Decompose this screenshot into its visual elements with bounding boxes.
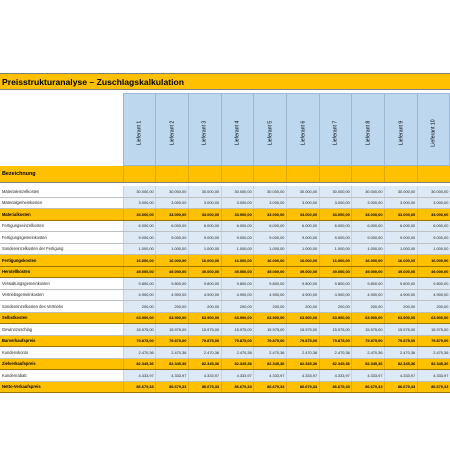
value-cell[interactable]: 6.000,00 bbox=[254, 220, 287, 232]
value-cell[interactable]: 9.000,00 bbox=[286, 232, 319, 244]
supplier-header-row bbox=[0, 94, 450, 166]
value-cell[interactable]: 30.000,00 bbox=[156, 186, 189, 198]
supplier-name: Lieferant 10 bbox=[430, 118, 437, 147]
value-cell[interactable]: 6.000,00 bbox=[319, 220, 352, 232]
table-row-total bbox=[0, 335, 450, 347]
spreadsheet bbox=[0, 73, 450, 393]
header-filler-cell bbox=[156, 166, 189, 183]
value-cell[interactable]: 200,00 bbox=[417, 301, 450, 313]
value-cell[interactable]: 79.875,00 bbox=[123, 335, 156, 347]
value-cell[interactable]: 200,00 bbox=[286, 301, 319, 313]
value-cell[interactable]: 4.333,97 bbox=[188, 370, 221, 382]
value-cell[interactable]: 4.900,00 bbox=[123, 289, 156, 301]
value-cell[interactable]: 200,00 bbox=[319, 301, 352, 313]
value-cell[interactable]: 6.000,00 bbox=[123, 220, 156, 232]
value-cell[interactable]: 15.975,00 bbox=[319, 324, 352, 336]
value-cell[interactable]: 82.345,36 bbox=[319, 358, 352, 370]
value-cell[interactable]: 3.000,00 bbox=[188, 197, 221, 209]
supplier-header[interactable] bbox=[352, 94, 385, 166]
value-cell[interactable]: 33.000,00 bbox=[319, 209, 352, 221]
value-cell[interactable]: 63.900,00 bbox=[221, 312, 254, 324]
value-cell[interactable]: 9.000,00 bbox=[319, 232, 352, 244]
row-label[interactable]: Netto-Verkaufspreis bbox=[0, 381, 123, 393]
row-label[interactable]: Materialeinzelkosten bbox=[0, 186, 123, 198]
value-cell[interactable]: 49.000,00 bbox=[352, 266, 385, 278]
header-filler-cell bbox=[286, 166, 319, 183]
value-cell[interactable]: 15.975,00 bbox=[156, 324, 189, 336]
table-row bbox=[0, 347, 450, 359]
header-filler-cell bbox=[417, 166, 450, 183]
value-cell[interactable]: 200,00 bbox=[352, 301, 385, 313]
table-row-total bbox=[0, 381, 450, 393]
value-cell[interactable]: 1.000,00 bbox=[286, 243, 319, 255]
value-cell[interactable]: 3.000,00 bbox=[417, 197, 450, 209]
supplier-name: Lieferant 7 bbox=[332, 120, 339, 145]
row-label[interactable]: Verwaltungsgemeinkosten bbox=[0, 278, 123, 290]
value-cell[interactable]: 9.800,00 bbox=[352, 278, 385, 290]
header-filler-cell bbox=[385, 166, 418, 183]
value-cell[interactable]: 9.800,00 bbox=[123, 278, 156, 290]
value-cell[interactable]: 49.000,00 bbox=[188, 266, 221, 278]
table-row-total bbox=[0, 255, 450, 267]
value-cell[interactable]: 9.000,00 bbox=[417, 232, 450, 244]
supplier-name: Lieferant 3 bbox=[201, 120, 208, 145]
value-cell[interactable]: 3.000,00 bbox=[123, 197, 156, 209]
row-label[interactable]: Herstellkosten bbox=[0, 266, 123, 278]
label-header-row bbox=[0, 166, 450, 183]
value-cell[interactable]: 63.900,00 bbox=[156, 312, 189, 324]
value-cell[interactable]: 15.975,00 bbox=[123, 324, 156, 336]
table-row bbox=[0, 232, 450, 244]
value-cell[interactable]: 49.000,00 bbox=[417, 266, 450, 278]
row-label[interactable]: Gewinnzuschlag bbox=[0, 324, 123, 336]
value-cell[interactable]: 4.900,00 bbox=[254, 289, 287, 301]
value-cell[interactable]: 2.470,36 bbox=[385, 347, 418, 359]
value-cell[interactable]: 49.000,00 bbox=[286, 266, 319, 278]
table-row bbox=[0, 324, 450, 336]
value-cell[interactable]: 4.333,97 bbox=[286, 370, 319, 382]
value-cell[interactable]: 16.000,00 bbox=[319, 255, 352, 267]
table-row bbox=[0, 370, 450, 382]
value-cell[interactable]: 3.000,00 bbox=[352, 197, 385, 209]
value-cell[interactable]: 33.000,00 bbox=[417, 209, 450, 221]
value-cell[interactable]: 86.679,33 bbox=[188, 381, 221, 393]
value-cell[interactable]: 1.000,00 bbox=[254, 243, 287, 255]
value-cell[interactable]: 6.000,00 bbox=[352, 220, 385, 232]
table-row-total bbox=[0, 209, 450, 221]
value-cell[interactable]: 2.470,36 bbox=[352, 347, 385, 359]
value-cell[interactable]: 9.800,00 bbox=[417, 278, 450, 290]
value-cell[interactable]: 3.000,00 bbox=[319, 197, 352, 209]
row-label[interactable]: Sondereinzelkosten der Fertigung bbox=[0, 243, 123, 255]
value-cell[interactable]: 2.470,36 bbox=[221, 347, 254, 359]
value-cell[interactable]: 63.900,00 bbox=[417, 312, 450, 324]
value-cell[interactable]: 16.000,00 bbox=[286, 255, 319, 267]
row-label[interactable]: Selbstkosten bbox=[0, 312, 123, 324]
value-cell[interactable]: 6.000,00 bbox=[417, 220, 450, 232]
value-cell[interactable]: 86.679,33 bbox=[123, 381, 156, 393]
value-cell[interactable]: 86.679,33 bbox=[319, 381, 352, 393]
value-cell[interactable]: 15.975,00 bbox=[385, 324, 418, 336]
value-cell[interactable]: 79.875,00 bbox=[188, 335, 221, 347]
supplier-header[interactable] bbox=[221, 94, 254, 166]
value-cell[interactable]: 82.345,36 bbox=[221, 358, 254, 370]
value-cell[interactable]: 33.000,00 bbox=[188, 209, 221, 221]
value-cell[interactable]: 2.470,36 bbox=[286, 347, 319, 359]
value-cell[interactable]: 30.000,00 bbox=[417, 186, 450, 198]
header-filler-cell bbox=[254, 166, 287, 183]
sheet-title: Preisstrukturanalyse – Zuschlagskalkulation bbox=[0, 73, 450, 90]
value-cell[interactable]: 15.975,00 bbox=[188, 324, 221, 336]
row-label[interactable]: Materialgemeinkosten bbox=[0, 197, 123, 209]
table-row-total bbox=[0, 266, 450, 278]
value-cell[interactable]: 86.679,33 bbox=[417, 381, 450, 393]
value-cell[interactable]: 9.800,00 bbox=[254, 278, 287, 290]
value-cell[interactable]: 16.000,00 bbox=[385, 255, 418, 267]
value-cell[interactable]: 33.000,00 bbox=[286, 209, 319, 221]
value-cell[interactable]: 86.679,33 bbox=[385, 381, 418, 393]
value-cell[interactable]: 6.000,00 bbox=[385, 220, 418, 232]
value-cell[interactable]: 6.000,00 bbox=[156, 220, 189, 232]
value-cell[interactable]: 16.000,00 bbox=[254, 255, 287, 267]
supplier-header[interactable] bbox=[417, 94, 450, 166]
value-cell[interactable]: 79.875,00 bbox=[319, 335, 352, 347]
value-cell[interactable]: 49.000,00 bbox=[123, 266, 156, 278]
value-cell[interactable]: 6.000,00 bbox=[188, 220, 221, 232]
row-label[interactable]: Fertigungseinzelkosten bbox=[0, 220, 123, 232]
value-cell[interactable]: 30.000,00 bbox=[123, 186, 156, 198]
value-cell[interactable]: 9.000,00 bbox=[352, 232, 385, 244]
value-cell[interactable]: 49.000,00 bbox=[254, 266, 287, 278]
row-label[interactable]: Fertigungsgemeinkosten bbox=[0, 232, 123, 244]
value-cell[interactable]: 15.975,00 bbox=[286, 324, 319, 336]
value-cell[interactable]: 63.900,00 bbox=[286, 312, 319, 324]
value-cell[interactable]: 9.800,00 bbox=[156, 278, 189, 290]
table-row bbox=[0, 301, 450, 313]
value-cell[interactable]: 49.000,00 bbox=[221, 266, 254, 278]
value-cell[interactable]: 4.900,00 bbox=[156, 289, 189, 301]
header-filler-cell bbox=[352, 166, 385, 183]
header-corner bbox=[0, 94, 123, 166]
value-cell[interactable]: 33.000,00 bbox=[156, 209, 189, 221]
value-cell[interactable]: 82.345,36 bbox=[417, 358, 450, 370]
value-cell[interactable]: 79.875,00 bbox=[352, 335, 385, 347]
supplier-name: Lieferant 1 bbox=[136, 120, 143, 145]
value-cell[interactable]: 1.000,00 bbox=[319, 243, 352, 255]
value-cell[interactable]: 86.679,33 bbox=[156, 381, 189, 393]
value-cell[interactable]: 6.000,00 bbox=[286, 220, 319, 232]
value-cell[interactable]: 86.679,33 bbox=[286, 381, 319, 393]
value-cell[interactable]: 3.000,00 bbox=[221, 197, 254, 209]
supplier-header[interactable] bbox=[385, 94, 418, 166]
value-cell[interactable]: 4.900,00 bbox=[188, 289, 221, 301]
value-cell[interactable]: 16.000,00 bbox=[156, 255, 189, 267]
value-cell[interactable]: 9.000,00 bbox=[188, 232, 221, 244]
row-label[interactable]: Vertriebsgemeinkosten bbox=[0, 289, 123, 301]
value-cell[interactable]: 30.000,00 bbox=[188, 186, 221, 198]
value-cell[interactable]: 4.900,00 bbox=[352, 289, 385, 301]
table-body bbox=[0, 166, 450, 393]
value-cell[interactable]: 15.975,00 bbox=[417, 324, 450, 336]
value-cell[interactable]: 79.875,00 bbox=[254, 335, 287, 347]
value-cell[interactable]: 82.345,36 bbox=[188, 358, 221, 370]
value-cell[interactable]: 82.345,36 bbox=[156, 358, 189, 370]
supplier-name: Lieferant 9 bbox=[397, 120, 404, 145]
row-label[interactable]: Sondereinzelkosten des Vertriebs bbox=[0, 301, 123, 313]
value-cell[interactable]: 79.875,00 bbox=[156, 335, 189, 347]
value-cell[interactable]: 4.333,97 bbox=[123, 370, 156, 382]
value-cell[interactable]: 30.000,00 bbox=[221, 186, 254, 198]
value-cell[interactable]: 4.333,97 bbox=[156, 370, 189, 382]
value-cell[interactable]: 2.470,36 bbox=[123, 347, 156, 359]
value-cell[interactable]: 30.000,00 bbox=[385, 186, 418, 198]
supplier-header[interactable] bbox=[286, 94, 319, 166]
value-cell[interactable]: 79.875,00 bbox=[221, 335, 254, 347]
value-cell[interactable]: 15.975,00 bbox=[221, 324, 254, 336]
row-label[interactable]: Kundenskonto bbox=[0, 347, 123, 359]
value-cell[interactable]: 9.800,00 bbox=[188, 278, 221, 290]
value-cell[interactable]: 9.000,00 bbox=[123, 232, 156, 244]
value-cell[interactable]: 82.345,36 bbox=[123, 358, 156, 370]
header-filler-cell bbox=[188, 166, 221, 183]
row-label[interactable]: Materialkosten bbox=[0, 209, 123, 221]
value-cell[interactable]: 2.470,36 bbox=[319, 347, 352, 359]
supplier-header[interactable] bbox=[188, 94, 221, 166]
value-cell[interactable]: 1.000,00 bbox=[417, 243, 450, 255]
value-cell[interactable]: 16.000,00 bbox=[123, 255, 156, 267]
supplier-name: Lieferant 6 bbox=[299, 120, 306, 145]
value-cell[interactable]: 9.000,00 bbox=[254, 232, 287, 244]
value-cell[interactable]: 2.470,36 bbox=[156, 347, 189, 359]
value-cell[interactable]: 33.000,00 bbox=[352, 209, 385, 221]
value-cell[interactable]: 63.900,00 bbox=[352, 312, 385, 324]
value-cell[interactable]: 30.000,00 bbox=[254, 186, 287, 198]
value-cell[interactable]: 63.900,00 bbox=[123, 312, 156, 324]
value-cell[interactable]: 16.000,00 bbox=[221, 255, 254, 267]
value-cell[interactable]: 9.800,00 bbox=[385, 278, 418, 290]
value-cell[interactable]: 200,00 bbox=[188, 301, 221, 313]
value-cell[interactable]: 33.000,00 bbox=[123, 209, 156, 221]
header-filler-cell bbox=[221, 166, 254, 183]
value-cell[interactable]: 49.000,00 bbox=[156, 266, 189, 278]
table-row bbox=[0, 289, 450, 301]
value-cell[interactable]: 9.000,00 bbox=[156, 232, 189, 244]
value-cell[interactable]: 16.000,00 bbox=[417, 255, 450, 267]
value-cell[interactable]: 1.000,00 bbox=[123, 243, 156, 255]
value-cell[interactable]: 30.000,00 bbox=[286, 186, 319, 198]
value-cell[interactable]: 4.900,00 bbox=[385, 289, 418, 301]
value-cell[interactable]: 86.679,33 bbox=[221, 381, 254, 393]
value-cell[interactable]: 86.679,33 bbox=[254, 381, 287, 393]
value-cell[interactable]: 86.679,33 bbox=[352, 381, 385, 393]
value-cell[interactable]: 9.800,00 bbox=[319, 278, 352, 290]
value-cell[interactable]: 63.900,00 bbox=[188, 312, 221, 324]
value-cell[interactable]: 82.345,36 bbox=[385, 358, 418, 370]
value-cell[interactable]: 49.000,00 bbox=[385, 266, 418, 278]
value-cell[interactable]: 4.900,00 bbox=[221, 289, 254, 301]
value-cell[interactable]: 1.000,00 bbox=[385, 243, 418, 255]
value-cell[interactable]: 4.333,97 bbox=[417, 370, 450, 382]
value-cell[interactable]: 82.345,36 bbox=[254, 358, 287, 370]
table-row bbox=[0, 243, 450, 255]
value-cell[interactable]: 1.000,00 bbox=[188, 243, 221, 255]
label-column-header[interactable]: Bezeichnung bbox=[0, 166, 123, 183]
value-cell[interactable]: 3.000,00 bbox=[286, 197, 319, 209]
value-cell[interactable]: 200,00 bbox=[254, 301, 287, 313]
row-label[interactable]: Fertigungskosten bbox=[0, 255, 123, 267]
supplier-header[interactable] bbox=[254, 94, 287, 166]
value-cell[interactable]: 16.000,00 bbox=[352, 255, 385, 267]
supplier-header[interactable] bbox=[156, 94, 189, 166]
value-cell[interactable]: 4.333,97 bbox=[221, 370, 254, 382]
value-cell[interactable]: 30.000,00 bbox=[352, 186, 385, 198]
value-cell[interactable]: 1.000,00 bbox=[156, 243, 189, 255]
value-cell[interactable]: 1.000,00 bbox=[221, 243, 254, 255]
value-cell[interactable]: 200,00 bbox=[221, 301, 254, 313]
value-cell[interactable]: 4.333,97 bbox=[319, 370, 352, 382]
value-cell[interactable]: 33.000,00 bbox=[385, 209, 418, 221]
value-cell[interactable]: 9.000,00 bbox=[221, 232, 254, 244]
value-cell[interactable]: 79.875,00 bbox=[385, 335, 418, 347]
value-cell[interactable]: 33.000,00 bbox=[221, 209, 254, 221]
value-cell[interactable]: 9.800,00 bbox=[286, 278, 319, 290]
value-cell[interactable]: 2.470,36 bbox=[254, 347, 287, 359]
value-cell[interactable]: 79.875,00 bbox=[417, 335, 450, 347]
value-cell[interactable]: 4.900,00 bbox=[286, 289, 319, 301]
value-cell[interactable]: 3.000,00 bbox=[156, 197, 189, 209]
table-row bbox=[0, 186, 450, 198]
value-cell[interactable]: 63.900,00 bbox=[254, 312, 287, 324]
supplier-header[interactable] bbox=[123, 94, 156, 166]
value-cell[interactable]: 3.000,00 bbox=[385, 197, 418, 209]
value-cell[interactable]: 2.470,36 bbox=[188, 347, 221, 359]
value-cell[interactable]: 1.000,00 bbox=[352, 243, 385, 255]
value-cell[interactable]: 4.900,00 bbox=[319, 289, 352, 301]
value-cell[interactable]: 63.900,00 bbox=[319, 312, 352, 324]
value-cell[interactable]: 9.000,00 bbox=[385, 232, 418, 244]
row-label[interactable]: Barverkaufspreis bbox=[0, 335, 123, 347]
value-cell[interactable]: 4.333,97 bbox=[254, 370, 287, 382]
table-row bbox=[0, 197, 450, 209]
value-cell[interactable]: 63.900,00 bbox=[385, 312, 418, 324]
value-cell[interactable]: 3.000,00 bbox=[254, 197, 287, 209]
value-cell[interactable]: 9.800,00 bbox=[221, 278, 254, 290]
value-cell[interactable]: 4.900,00 bbox=[417, 289, 450, 301]
value-cell[interactable]: 4.333,97 bbox=[352, 370, 385, 382]
supplier-name: Lieferant 5 bbox=[267, 120, 274, 145]
supplier-name: Lieferant 2 bbox=[169, 120, 176, 145]
value-cell[interactable]: 30.000,00 bbox=[319, 186, 352, 198]
value-cell[interactable]: 82.345,36 bbox=[286, 358, 319, 370]
row-label[interactable]: Zielverkaufspreis bbox=[0, 358, 123, 370]
value-cell[interactable]: 16.000,00 bbox=[188, 255, 221, 267]
table-row bbox=[0, 278, 450, 290]
header-filler-cell bbox=[319, 166, 352, 183]
supplier-name: Lieferant 8 bbox=[365, 120, 372, 145]
value-cell[interactable]: 79.875,00 bbox=[286, 335, 319, 347]
table-row-total bbox=[0, 312, 450, 324]
value-cell[interactable]: 15.975,00 bbox=[352, 324, 385, 336]
table-row bbox=[0, 220, 450, 232]
value-cell[interactable]: 82.345,36 bbox=[352, 358, 385, 370]
value-cell[interactable]: 200,00 bbox=[156, 301, 189, 313]
value-cell[interactable]: 4.333,97 bbox=[385, 370, 418, 382]
value-cell[interactable]: 6.000,00 bbox=[221, 220, 254, 232]
value-cell[interactable]: 49.000,00 bbox=[319, 266, 352, 278]
supplier-name: Lieferant 4 bbox=[234, 120, 241, 145]
row-label[interactable]: Kundenrabatt bbox=[0, 370, 123, 382]
value-cell[interactable]: 15.975,00 bbox=[254, 324, 287, 336]
supplier-header[interactable] bbox=[319, 94, 352, 166]
table-row-total bbox=[0, 358, 450, 370]
header-filler-cell bbox=[123, 166, 156, 183]
value-cell[interactable]: 200,00 bbox=[123, 301, 156, 313]
value-cell[interactable]: 2.470,36 bbox=[417, 347, 450, 359]
value-cell[interactable]: 33.000,00 bbox=[254, 209, 287, 221]
calculation-table bbox=[0, 93, 450, 393]
value-cell[interactable]: 200,00 bbox=[385, 301, 418, 313]
